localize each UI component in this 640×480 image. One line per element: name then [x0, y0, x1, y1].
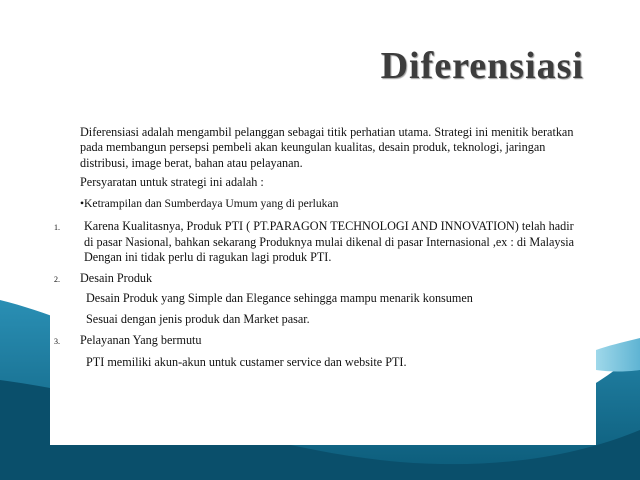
intro-paragraph: Diferensiasi adalah mengambil pelanggan sebagai titik perhatian utama. Strategi ini menitik beratkan pada membangun persepsi pembeli akan keungulan kualitas, desain produk, teknologi, jaringan distribusi, image berat, bahan atau pelayanan. — [80, 125, 574, 170]
list-item — [54, 219, 580, 265]
list-item-heading: Pelayanan Yang bermutu — [80, 333, 202, 348]
list-item-line: Sesuai dengan jenis produk dan Market pasar. — [86, 311, 310, 326]
requirements-heading: Persyaratan untuk strategi ini adalah : — [80, 174, 264, 189]
bullet-item: •Ketrampilan dan Sumberdaya Umum yang di perlukan — [80, 197, 339, 211]
list-number: 2. — [54, 275, 60, 285]
slide-title: Diferensiasi — [380, 45, 584, 87]
list-item — [54, 333, 580, 370]
list-item-text: Karena Kualitasnya, Produk PTI ( PT.PARAGON TECHNOLOGI AND INNOVATION) telah hadir di pasar Nasional, bahkan sekarang Produknya mulai dikenal di pasar Internasional ,ex : di Malaysia Dengan ini tidak perlu di ragukan lagi produk PTI. — [84, 219, 575, 265]
list-item — [54, 271, 580, 327]
list-item-line: Desain Produk yang Simple dan Elegance sehingga mampu menarik konsumen — [86, 290, 473, 305]
list-number: 1. — [54, 223, 60, 233]
list-item-heading: Desain Produk — [80, 271, 153, 286]
list-item-line: PTI memiliki akun-akun untuk custamer service dan website PTI. — [86, 354, 407, 369]
slide-body — [54, 125, 580, 376]
list-number: 3. — [54, 337, 60, 347]
